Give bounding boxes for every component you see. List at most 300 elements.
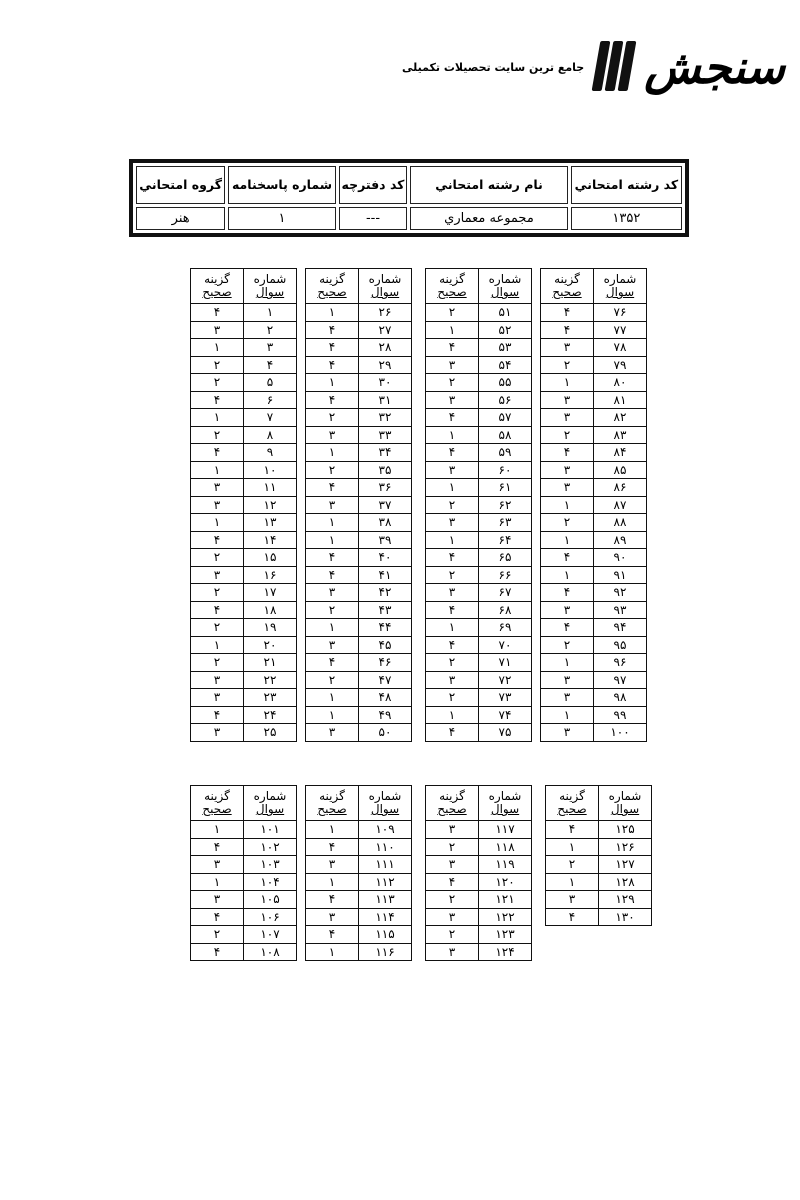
answer-row (306, 671, 412, 689)
answer-row (306, 496, 412, 514)
header-line: گزینه (319, 789, 345, 803)
question-number: ۹۸ (594, 689, 647, 707)
answer-row (306, 426, 412, 444)
question-number: ۳۲ (359, 409, 412, 427)
correct-option: ۱ (191, 514, 244, 532)
answer-row (306, 636, 412, 654)
correct-option: ۴ (191, 601, 244, 619)
correct-option: ۱ (541, 566, 594, 584)
question-number: ۱۱۹ (479, 856, 532, 874)
answer-row (191, 856, 297, 874)
question-number: ۳۴ (359, 444, 412, 462)
answer-row (191, 654, 297, 672)
correct-option: ۳ (191, 496, 244, 514)
answer-row (306, 531, 412, 549)
correct-option: ۳ (426, 908, 479, 926)
block-header-row (191, 786, 297, 821)
question-number: ۶۹ (479, 619, 532, 637)
question-number: ۱۲۷ (599, 856, 652, 874)
question-number: ۳۵ (359, 461, 412, 479)
question-number: ۳۰ (359, 374, 412, 392)
correct-option: ۴ (306, 549, 359, 567)
correct-option: ۲ (546, 856, 599, 874)
correct-option: ۴ (541, 619, 594, 637)
answer-row (306, 821, 412, 839)
answer-row (541, 426, 647, 444)
answer-row (306, 601, 412, 619)
correct-option: ۱ (306, 619, 359, 637)
correct-option: ۳ (541, 409, 594, 427)
correct-option: ۱ (306, 689, 359, 707)
header-line: گزینه (439, 272, 465, 286)
question-number-header (244, 269, 297, 304)
block-header-row (426, 269, 532, 304)
correct-option: ۲ (426, 689, 479, 707)
question-number: ۲۵ (244, 724, 297, 742)
header-line: صحیح (437, 285, 467, 299)
header-line: شماره (253, 789, 287, 803)
correct-option: ۱ (426, 426, 479, 444)
correct-option: ۱ (191, 636, 244, 654)
answer-row (426, 356, 532, 374)
answer-row (541, 584, 647, 602)
correct-option: ۴ (306, 654, 359, 672)
answer-row (191, 891, 297, 909)
question-number: ۱۰۸ (244, 943, 297, 961)
correct-option: ۳ (426, 671, 479, 689)
question-number: ۴۹ (359, 706, 412, 724)
correct-option: ۴ (306, 479, 359, 497)
question-number-header (594, 269, 647, 304)
question-number-header (359, 269, 412, 304)
correct-option: ۴ (306, 391, 359, 409)
answer-row (426, 339, 532, 357)
answer-row (541, 444, 647, 462)
correct-option: ۱ (546, 873, 599, 891)
correct-option-header (306, 269, 359, 304)
question-number: ۴۳ (359, 601, 412, 619)
correct-option: ۱ (306, 706, 359, 724)
answer-row (541, 514, 647, 532)
question-number: ۵ (244, 374, 297, 392)
answer-row (546, 856, 652, 874)
answer-row (306, 356, 412, 374)
question-number: ۷۸ (594, 339, 647, 357)
header-line: شماره (368, 272, 402, 286)
question-number: ۲۳ (244, 689, 297, 707)
answer-row (191, 514, 297, 532)
header-line: صحیح (552, 285, 582, 299)
question-number: ۱۱۷ (479, 821, 532, 839)
correct-option: ۳ (426, 856, 479, 874)
header-line: گزینه (204, 272, 230, 286)
block-header-row (191, 269, 297, 304)
question-number: ۲۶ (359, 304, 412, 322)
correct-option: ۳ (541, 461, 594, 479)
question-number: ۲۲ (244, 671, 297, 689)
question-number: ۲۸ (359, 339, 412, 357)
question-number: ۱۱۰ (359, 838, 412, 856)
correct-option: ۲ (191, 926, 244, 944)
question-number: ۶۱ (479, 479, 532, 497)
correct-option: ۱ (306, 821, 359, 839)
question-number: ۱۱۵ (359, 926, 412, 944)
answer-row (306, 584, 412, 602)
correct-option: ۴ (306, 838, 359, 856)
question-number: ۱۰۰ (594, 724, 647, 742)
answer-row (191, 374, 297, 392)
answer-row (191, 549, 297, 567)
answer-block-top-4 (540, 268, 647, 742)
header-line: گزینه (204, 789, 230, 803)
question-number: ۱۲۸ (599, 873, 652, 891)
correct-option: ۳ (306, 636, 359, 654)
question-number: ۵۵ (479, 374, 532, 392)
answer-row (426, 514, 532, 532)
question-number: ۱۵ (244, 549, 297, 567)
correct-option-header (426, 786, 479, 821)
correct-option: ۳ (426, 584, 479, 602)
answer-row (306, 444, 412, 462)
correct-option: ۳ (306, 724, 359, 742)
correct-option: ۴ (191, 706, 244, 724)
header-line: سوال (370, 802, 400, 816)
answer-row (426, 321, 532, 339)
correct-option: ۴ (426, 873, 479, 891)
answer-row (306, 566, 412, 584)
question-number: ۷۲ (479, 671, 532, 689)
answer-row (191, 636, 297, 654)
correct-option: ۲ (191, 619, 244, 637)
info-value-row (136, 207, 682, 230)
correct-option: ۱ (306, 444, 359, 462)
question-number: ۷۹ (594, 356, 647, 374)
correct-option: ۴ (426, 724, 479, 742)
correct-option: ۴ (546, 908, 599, 926)
question-number: ۱۷ (244, 584, 297, 602)
answer-row (541, 391, 647, 409)
answer-row (191, 671, 297, 689)
question-number: ۹۴ (594, 619, 647, 637)
answer-row (191, 706, 297, 724)
answer-row (541, 636, 647, 654)
answer-row (191, 461, 297, 479)
question-number: ۱۰۱ (244, 821, 297, 839)
correct-option: ۲ (191, 426, 244, 444)
answer-row (306, 654, 412, 672)
correct-option: ۳ (191, 566, 244, 584)
header-line: سوال (610, 802, 640, 816)
correct-option: ۴ (306, 926, 359, 944)
correct-option: ۳ (541, 724, 594, 742)
question-number: ۶۰ (479, 461, 532, 479)
question-number: ۴ (244, 356, 297, 374)
correct-option: ۳ (426, 943, 479, 961)
answer-row (306, 943, 412, 961)
question-number: ۳۷ (359, 496, 412, 514)
correct-option: ۲ (191, 654, 244, 672)
correct-option: ۳ (541, 671, 594, 689)
correct-option: ۳ (541, 601, 594, 619)
answer-row (191, 926, 297, 944)
question-number: ۸۸ (594, 514, 647, 532)
correct-option: ۴ (191, 304, 244, 322)
question-number: ۶۵ (479, 549, 532, 567)
question-number: ۶۷ (479, 584, 532, 602)
question-number: ۳۹ (359, 531, 412, 549)
correct-option: ۴ (541, 321, 594, 339)
answer-row (306, 908, 412, 926)
answer-row (426, 549, 532, 567)
answer-row (426, 891, 532, 909)
answer-row (306, 304, 412, 322)
header-answer-sheet-number: شماره پاسخنامه (228, 166, 336, 204)
header-line: صحیح (202, 285, 232, 299)
question-number: ۸۰ (594, 374, 647, 392)
correct-option: ۴ (191, 444, 244, 462)
header-line: صحیح (557, 802, 587, 816)
correct-option: ۳ (541, 689, 594, 707)
correct-option: ۴ (191, 943, 244, 961)
answer-row (541, 724, 647, 742)
answer-row (306, 724, 412, 742)
correct-option: ۳ (541, 479, 594, 497)
answer-row (191, 339, 297, 357)
question-number: ۳۸ (359, 514, 412, 532)
correct-option: ۴ (191, 908, 244, 926)
correct-option: ۴ (191, 391, 244, 409)
question-number: ۲۹ (359, 356, 412, 374)
answer-row (306, 926, 412, 944)
correct-option: ۲ (306, 461, 359, 479)
question-number: ۴۷ (359, 671, 412, 689)
correct-option: ۴ (426, 444, 479, 462)
question-number: ۸۹ (594, 531, 647, 549)
answer-row (426, 908, 532, 926)
correct-option: ۴ (541, 304, 594, 322)
answer-row (426, 654, 532, 672)
question-number: ۴۶ (359, 654, 412, 672)
correct-option: ۴ (541, 444, 594, 462)
correct-option: ۱ (191, 339, 244, 357)
header-line: گزینه (439, 789, 465, 803)
header-line: شماره (488, 272, 522, 286)
question-number: ۷۴ (479, 706, 532, 724)
correct-option: ۳ (541, 391, 594, 409)
answer-row (306, 689, 412, 707)
answer-row (546, 891, 652, 909)
correct-option-header (306, 786, 359, 821)
answer-row (541, 671, 647, 689)
question-number: ۳۱ (359, 391, 412, 409)
question-number: ۵۲ (479, 321, 532, 339)
correct-option: ۲ (426, 654, 479, 672)
answer-row (306, 409, 412, 427)
question-number: ۱۱۸ (479, 838, 532, 856)
correct-option: ۳ (426, 514, 479, 532)
correct-option: ۱ (541, 706, 594, 724)
answer-row (191, 426, 297, 444)
answer-row (541, 654, 647, 672)
question-number: ۸۵ (594, 461, 647, 479)
answer-row (426, 304, 532, 322)
question-number: ۱۲۹ (599, 891, 652, 909)
answer-row (426, 566, 532, 584)
question-number: ۱۳۰ (599, 908, 652, 926)
correct-option: ۳ (306, 426, 359, 444)
answer-row (541, 619, 647, 637)
correct-option: ۲ (541, 356, 594, 374)
correct-option: ۱ (541, 654, 594, 672)
question-number: ۷۰ (479, 636, 532, 654)
question-number: ۹۶ (594, 654, 647, 672)
answer-row (541, 374, 647, 392)
question-number: ۵۴ (479, 356, 532, 374)
answer-row (541, 461, 647, 479)
correct-option: ۲ (191, 356, 244, 374)
header-line: شماره (488, 789, 522, 803)
answer-row (426, 636, 532, 654)
question-number: ۱۲۵ (599, 821, 652, 839)
answer-row (426, 409, 532, 427)
answer-row (191, 496, 297, 514)
answer-row (426, 374, 532, 392)
correct-option: ۲ (426, 496, 479, 514)
answer-row (426, 671, 532, 689)
answer-row (306, 374, 412, 392)
block-header-row (306, 269, 412, 304)
question-number: ۹۵ (594, 636, 647, 654)
answer-row (541, 566, 647, 584)
correct-option: ۳ (191, 321, 244, 339)
answer-row (541, 356, 647, 374)
question-number: ۹ (244, 444, 297, 462)
question-number: ۵۷ (479, 409, 532, 427)
correct-option: ۱ (191, 409, 244, 427)
question-number: ۱۱۴ (359, 908, 412, 926)
answer-row (541, 706, 647, 724)
correct-option: ۱ (191, 873, 244, 891)
correct-option: ۲ (541, 636, 594, 654)
question-number: ۶ (244, 391, 297, 409)
correct-option: ۱ (541, 374, 594, 392)
question-number: ۸۱ (594, 391, 647, 409)
question-number: ۱۸ (244, 601, 297, 619)
question-number: ۷۱ (479, 654, 532, 672)
answer-row (306, 461, 412, 479)
answer-row (541, 304, 647, 322)
question-number: ۸۴ (594, 444, 647, 462)
answer-row (541, 409, 647, 427)
header-line: سوال (255, 802, 285, 816)
question-number: ۹۱ (594, 566, 647, 584)
answer-row (426, 496, 532, 514)
answer-row (306, 856, 412, 874)
answer-row (191, 531, 297, 549)
header-exam-group: گروه امتحاني (136, 166, 225, 204)
correct-option: ۲ (306, 409, 359, 427)
question-number: ۱۱۱ (359, 856, 412, 874)
correct-option: ۳ (426, 461, 479, 479)
question-number: ۱۱ (244, 479, 297, 497)
question-number: ۱۰۶ (244, 908, 297, 926)
correct-option: ۱ (191, 821, 244, 839)
answer-row (426, 838, 532, 856)
question-number: ۱۱۳ (359, 891, 412, 909)
question-number-header (599, 786, 652, 821)
header-line: صحیح (202, 802, 232, 816)
question-number: ۵۹ (479, 444, 532, 462)
value-field-name: مجموعه معماري (410, 207, 568, 230)
header-line: صحیح (317, 285, 347, 299)
block-header-row (426, 786, 532, 821)
answer-row (191, 873, 297, 891)
answer-row (191, 724, 297, 742)
correct-option: ۱ (306, 943, 359, 961)
header-line: سوال (490, 802, 520, 816)
question-number: ۲ (244, 321, 297, 339)
correct-option: ۱ (426, 706, 479, 724)
answer-row (546, 908, 652, 926)
header-line: گزینه (554, 272, 580, 286)
header-line: گزینه (559, 789, 585, 803)
answer-row (306, 873, 412, 891)
correct-option: ۴ (426, 409, 479, 427)
correct-option: ۱ (541, 496, 594, 514)
question-number: ۲۱ (244, 654, 297, 672)
header-field-name: نام رشته امتحاني (410, 166, 568, 204)
correct-option: ۱ (426, 619, 479, 637)
correct-option-header (546, 786, 599, 821)
question-number-header (479, 269, 532, 304)
answer-row (426, 584, 532, 602)
correct-option: ۴ (541, 584, 594, 602)
answer-row (191, 821, 297, 839)
value-exam-group: هنر (136, 207, 225, 230)
question-number: ۳۶ (359, 479, 412, 497)
question-number: ۸۲ (594, 409, 647, 427)
answer-row (426, 821, 532, 839)
answer-row (306, 891, 412, 909)
answer-row (426, 479, 532, 497)
header-line: سوال (370, 285, 400, 299)
header-field-code: کد رشته امتحاني (571, 166, 682, 204)
header-line: صحیح (317, 802, 347, 816)
answer-row (191, 321, 297, 339)
value-answer-sheet-number: ۱ (228, 207, 336, 230)
correct-option: ۱ (426, 321, 479, 339)
value-field-code: ۱۳۵۲ (571, 207, 682, 230)
question-number: ۳ (244, 339, 297, 357)
question-number: ۱۲ (244, 496, 297, 514)
answer-row (541, 321, 647, 339)
answer-row (191, 409, 297, 427)
answer-row (541, 531, 647, 549)
question-number: ۵۱ (479, 304, 532, 322)
answer-block-top-3 (425, 268, 532, 742)
question-number: ۶۳ (479, 514, 532, 532)
answer-row (191, 479, 297, 497)
correct-option: ۲ (306, 601, 359, 619)
question-number: ۷۵ (479, 724, 532, 742)
question-number: ۶۸ (479, 601, 532, 619)
correct-option: ۴ (426, 549, 479, 567)
answer-row (541, 549, 647, 567)
answer-row (541, 689, 647, 707)
question-number: ۱۰۴ (244, 873, 297, 891)
correct-option-header (426, 269, 479, 304)
answer-row (426, 943, 532, 961)
